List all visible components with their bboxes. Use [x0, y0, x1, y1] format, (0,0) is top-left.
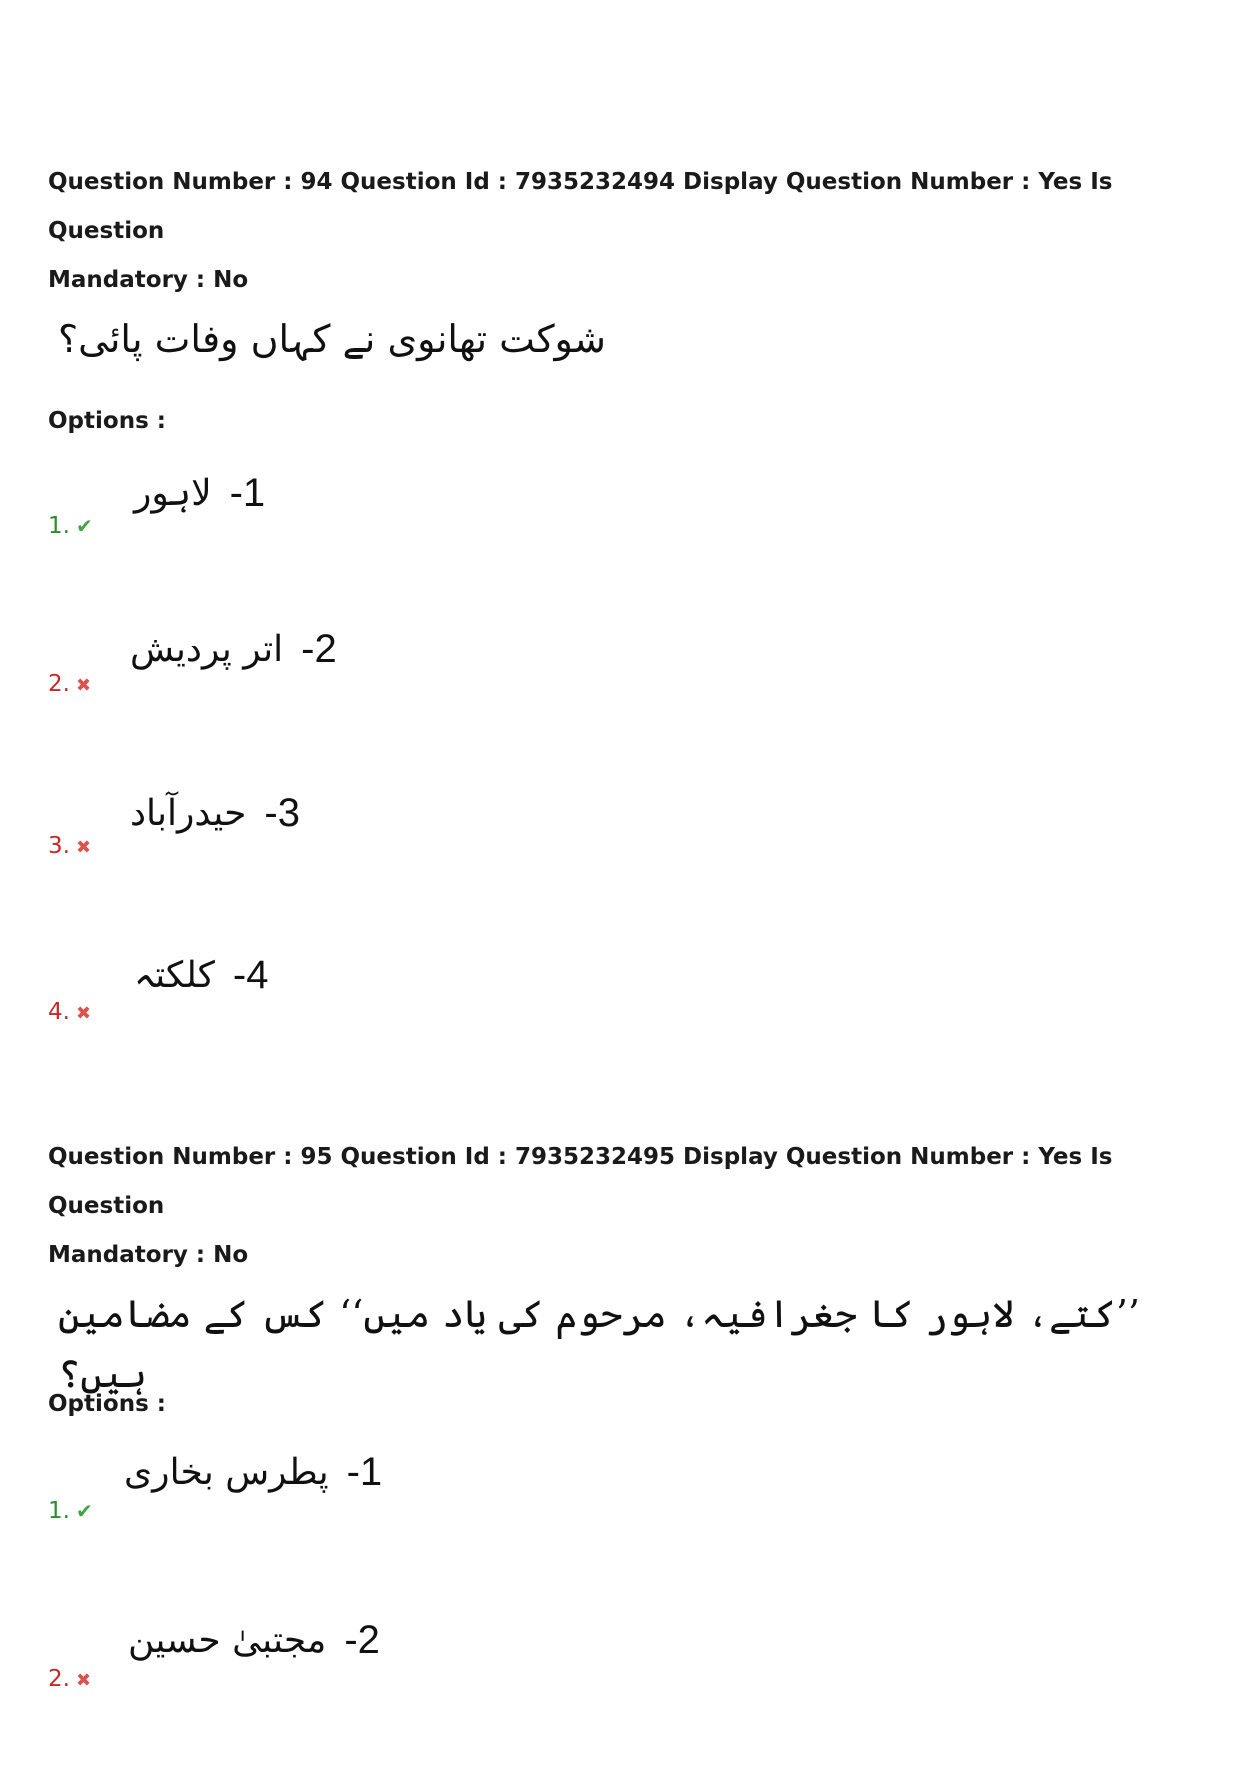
option-label: -1 [229, 471, 266, 515]
question-mandatory: Mandatory : No [48, 1242, 249, 1268]
cross-icon: ✖ [75, 1003, 92, 1024]
option-number: 2. ✖ [48, 669, 91, 701]
question-header: Question Number : 95 Question Id : 7935232495 Display Question Number : Yes Is Question [48, 1144, 1113, 1219]
option-number: 4. ✖ [48, 997, 91, 1029]
option-3 [48, 791, 648, 941]
option-content [124, 1450, 382, 1495]
option-1 [48, 1450, 648, 1606]
option-content [130, 791, 300, 836]
options-list [48, 1424, 1198, 1724]
option-4 [48, 953, 648, 1107]
cross-icon: ✖ [75, 1670, 92, 1691]
option-number: 2. ✖ [48, 1664, 91, 1696]
options-label: Options : [48, 1391, 166, 1417]
option-1 [48, 471, 648, 621]
option-label: -3 [264, 791, 300, 835]
option-text: لاہور [134, 473, 212, 514]
question-header: Question Number : 94 Question Id : 7935232494 Display Question Number : Yes Is Question [48, 169, 1113, 244]
option-text: کلکتہ [134, 955, 215, 996]
option-content [134, 471, 265, 516]
option-number: 1. ✔ [48, 1498, 93, 1524]
option-2 [48, 1618, 648, 1774]
question-95 [48, 1133, 1198, 1724]
check-icon: ✔ [75, 1499, 93, 1523]
options-list [48, 441, 1198, 1041]
option-text: پطرس بخاری [124, 1452, 329, 1493]
cross-icon: ✖ [75, 837, 92, 858]
question-mandatory: Mandatory : No [48, 267, 249, 293]
option-content [128, 1618, 380, 1663]
option-number: 1. ✔ [48, 513, 93, 539]
option-text: مجتبیٰ حسین [128, 1620, 327, 1661]
option-2 [48, 627, 648, 779]
question-text: شوکت تھانوی نے کہاں وفات پائی؟ [58, 317, 607, 361]
option-number: 3. ✖ [48, 831, 91, 863]
option-content [130, 627, 337, 672]
question-text: ’’کتے، لاہور کا جغرافیہ، مرحوم کی یاد میں‘‘ کس کے مضامین ہیں؟ [58, 1292, 1140, 1396]
option-label: -1 [346, 1450, 383, 1494]
option-label: -2 [344, 1618, 380, 1662]
option-label: -4 [232, 953, 269, 997]
question-94 [48, 158, 1198, 1041]
option-text: اتر پردیش [130, 629, 284, 670]
options-label: Options : [48, 408, 166, 434]
option-content [134, 953, 268, 998]
cross-icon: ✖ [75, 675, 92, 696]
option-label: -2 [301, 627, 337, 671]
option-text: حیدرآباد [130, 793, 247, 834]
check-icon: ✔ [75, 514, 93, 538]
